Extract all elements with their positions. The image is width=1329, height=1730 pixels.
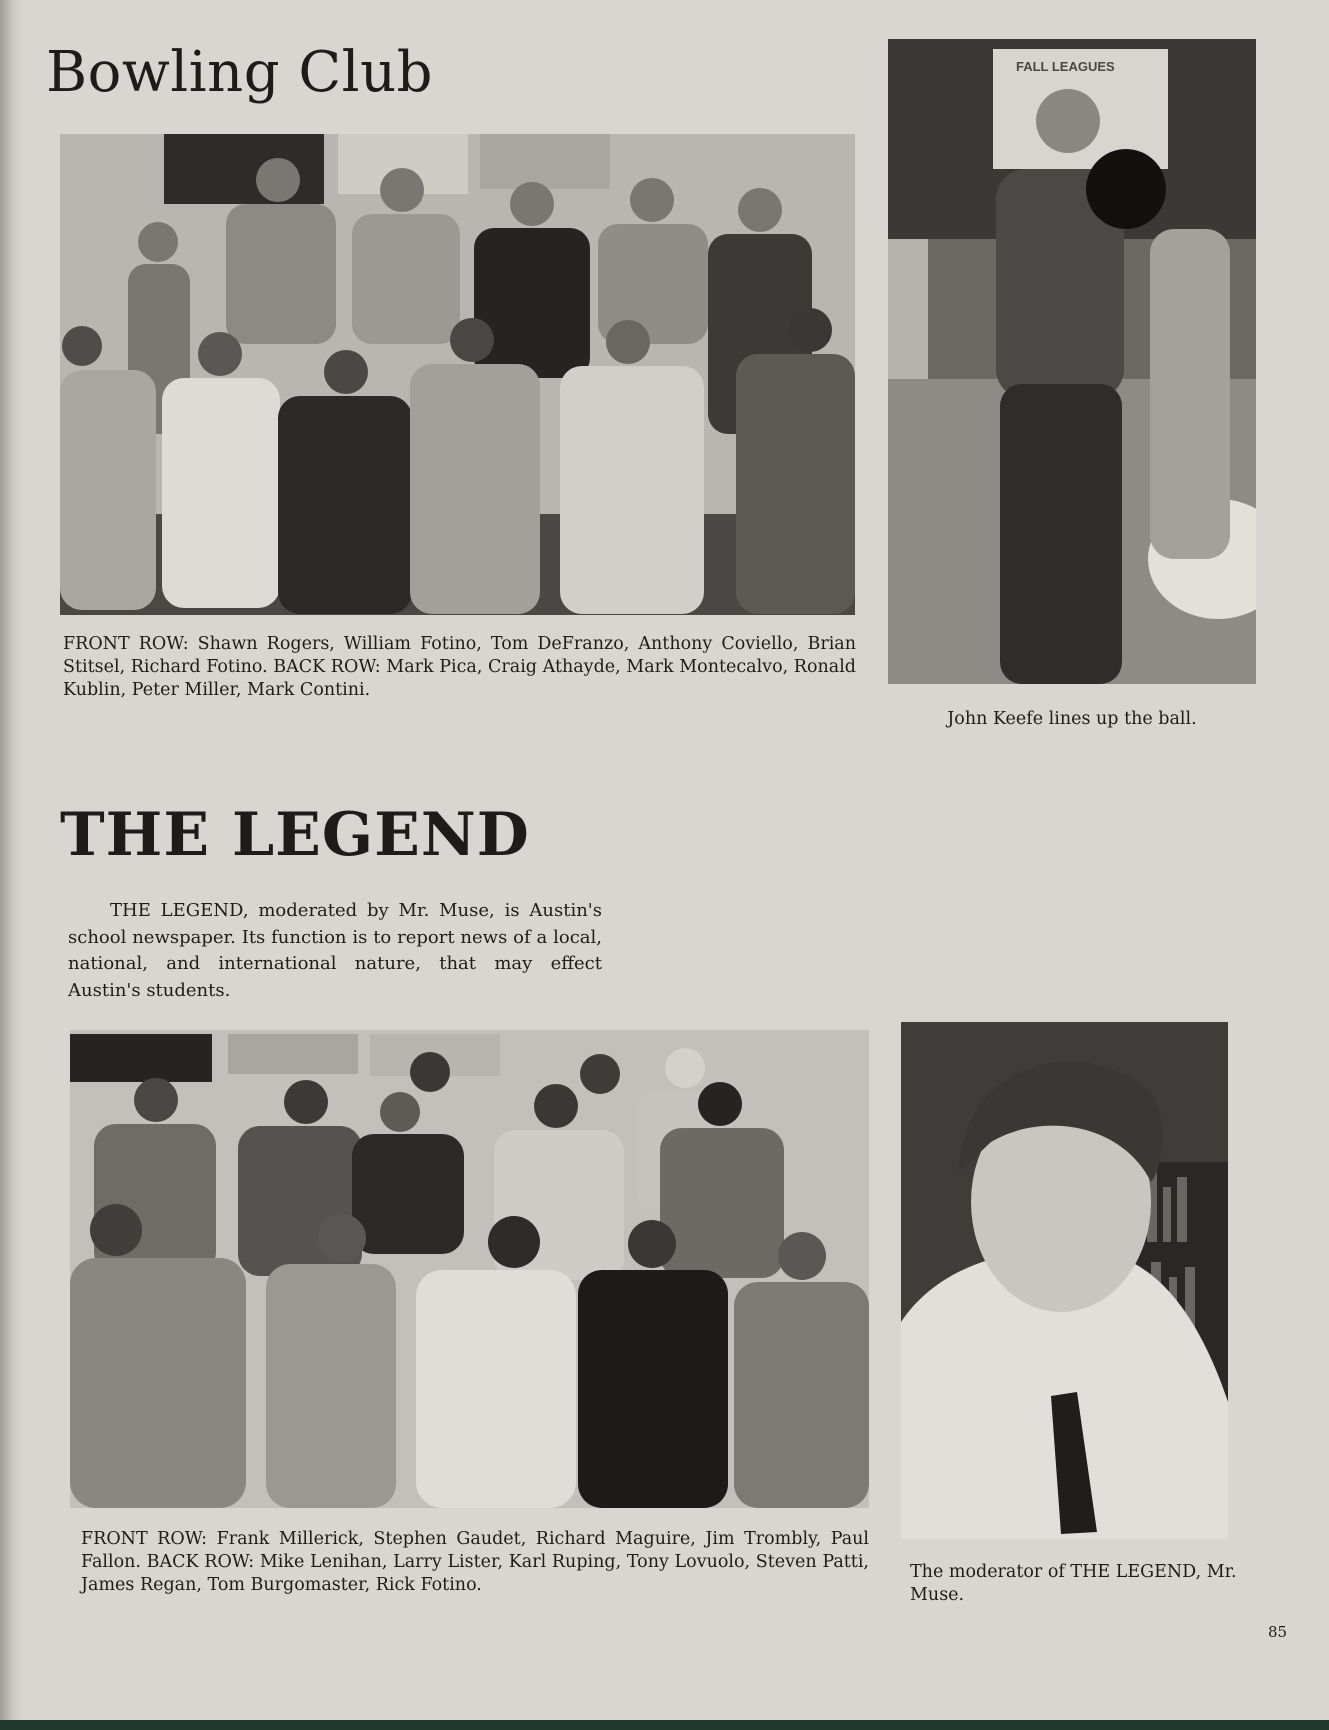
page-number: 85 [1268,1623,1288,1641]
bowling-club-group-photo [60,134,855,615]
the-legend-description: THE LEGEND, moderated by Mr. Muse, is Austin's school newspaper. Its function is to report news of a local, national, and international nature, that may effect Austin's students. [68,900,602,1001]
bowling-club-heading: Bowling Club [46,40,434,105]
bowler-action-photo [888,39,1256,684]
fall-leagues-sign: FALL LEAGUES [1016,59,1115,74]
bowler-action-caption: John Keefe lines up the ball. [947,709,1197,729]
moderator-portrait-photo [901,1022,1228,1539]
binding-shadow [0,0,22,1730]
page-bottom-band [0,1720,1329,1730]
the-legend-group-photo [70,1030,869,1508]
bowling-club-group-caption: FRONT ROW: Shawn Rogers, William Fotino, Tom DeFranzo, Anthony Coviello, Brian Stitsel, Richard Fotino. BACK ROW: Mark Pica, Craig Athayde, Mark Montecalvo, Ronald Kublin, Peter Miller, Mark Contini. [63,634,856,700]
the-legend-group-caption: FRONT ROW: Frank Millerick, Stephen Gaudet, Richard Maguire, Jim Trombly, Paul Fallon. BACK ROW: Mike Lenihan, Larry Lister, Karl Ruping, Tony Lovuolo, Steven Patti, James Regan, Tom Burgomaster, Rick Fotino. [81,1529,869,1595]
the-legend-heading: THE LEGEND [60,800,530,870]
moderator-caption: The moderator of THE LEGEND, Mr. Muse. [910,1562,1237,1605]
